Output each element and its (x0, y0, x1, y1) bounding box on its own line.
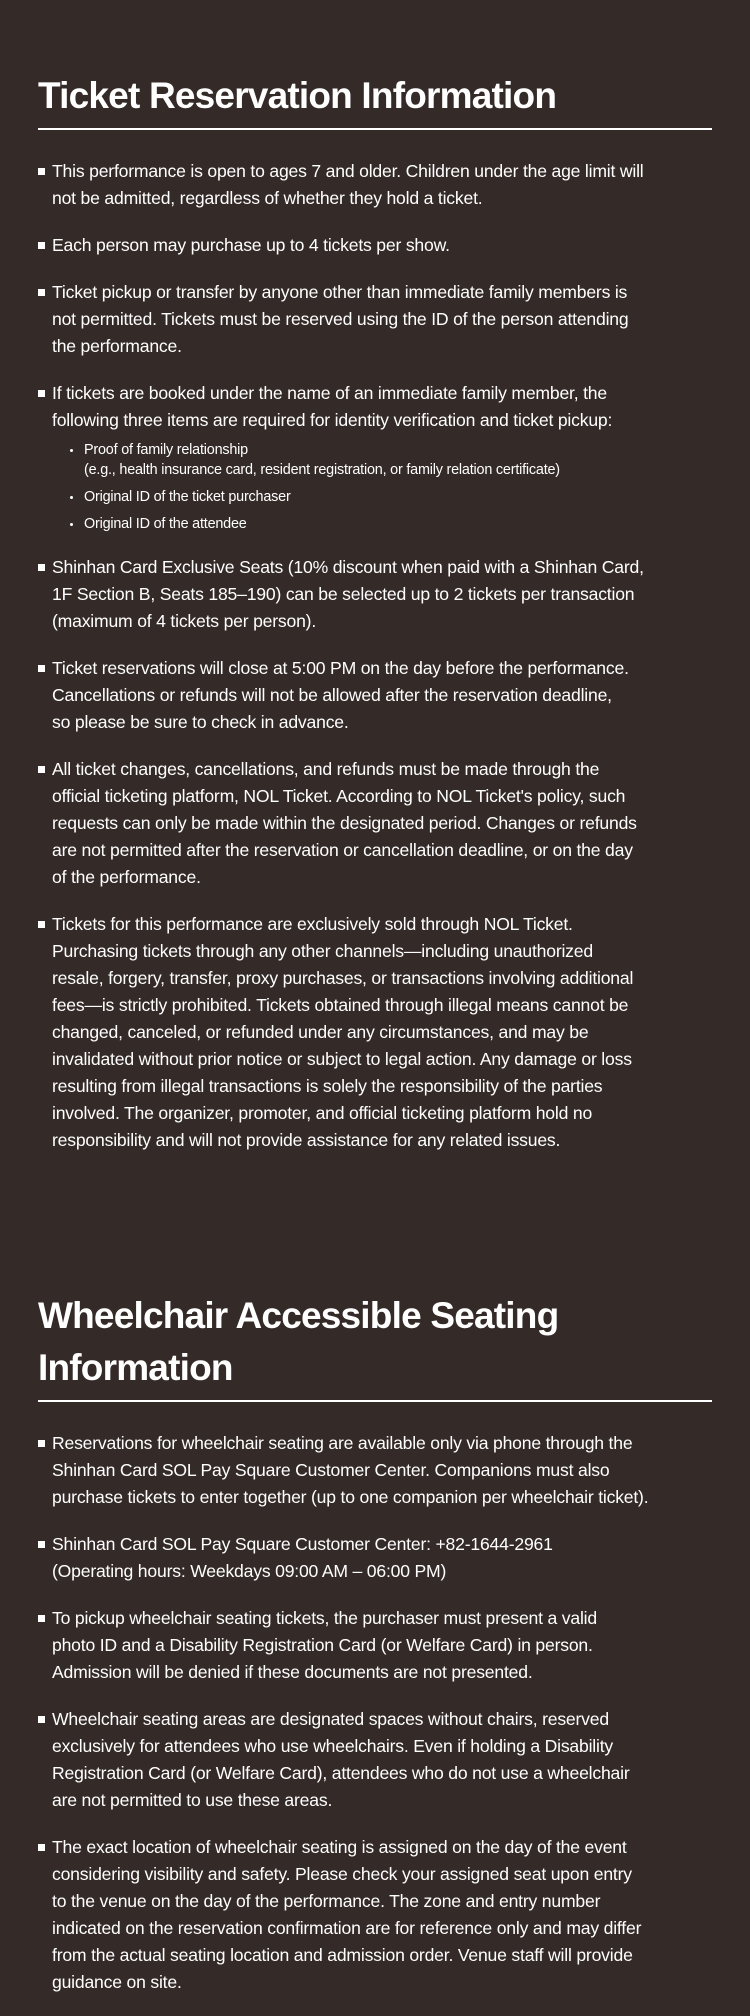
list-item (38, 1605, 712, 1686)
dot-bullet-icon (70, 449, 73, 452)
wheelchair-seating-section (38, 1290, 712, 2016)
list-item-text: Shinhan Card SOL Pay Square Customer Center: +82-1644-2961 (Operating hours: Weekdays 09:00 AM – 06:00 PM) (52, 1534, 553, 1581)
square-bullet-icon (38, 289, 45, 296)
square-bullet-icon (38, 390, 45, 397)
list-item (38, 158, 712, 212)
list-item (38, 1531, 712, 1585)
list-item (38, 279, 712, 360)
ticket-reservation-title: Ticket Reservation Information (38, 70, 712, 130)
square-bullet-icon (38, 921, 45, 928)
sub-list-item: Proof of family relationship (e.g., health insurance card, resident registration, or family relation certificate) (70, 440, 712, 480)
list-item-text: Ticket reservations will close at 5:00 PM on the day before the performance. Cancellations or refunds will not be allowed after the reservation deadline, so please be sure to check in advance. (52, 658, 629, 732)
list-item-text: Shinhan Card Exclusive Seats (10% discount when paid with a Shinhan Card, 1F Section B, Seats 185–190) can be selected up to 2 tickets per transaction (maximum of 4 tickets per person). (52, 557, 644, 631)
list-item-text: To pickup wheelchair seating tickets, the purchaser must present a valid photo ID and a Disability Registration Card (or Welfare Card) in person. Admission will be denied if these documents are not presented. (52, 1608, 597, 1682)
list-item (38, 1706, 712, 1814)
list-item (38, 1834, 712, 1996)
list-item (38, 380, 712, 534)
square-bullet-icon (38, 1716, 45, 1723)
sub-list-item: Original ID of the attendee (70, 514, 712, 534)
list-item-text: Tickets for this performance are exclusively sold through NOL Ticket. Purchasing tickets through any other channels—including unauthorized resale, forgery, transfer, proxy purchases, or transactions involving additional fees—is strictly prohibited. Tickets obtained through illegal means cannot be changed, canceled, or refunded under any circumstances, and may be invalidated without prior notice or subject to legal action. Any damage or loss resulting from illegal transactions is solely the responsibility of the parties involved. The organizer, promoter, and official ticketing platform hold no responsibility and will not provide assistance for any related issues. (52, 914, 634, 1150)
list-item (38, 911, 712, 1154)
square-bullet-icon (38, 665, 45, 672)
ticket-reservation-section (38, 70, 712, 1174)
square-bullet-icon (38, 168, 45, 175)
family-requirements-list (52, 440, 712, 534)
square-bullet-icon (38, 1541, 45, 1548)
list-item-text: Wheelchair seating areas are designated spaces without chairs, reserved exclusively for attendees who use wheelchairs. Even if holding a Disability Registration Card (or Welfare Card), attendees who do not use a wheelchair are not permitted to use these areas. (52, 1709, 630, 1810)
square-bullet-icon (38, 1615, 45, 1622)
list-item (38, 756, 712, 891)
wheelchair-seating-list (38, 1430, 712, 1996)
wheelchair-seating-title: Wheelchair Accessible Seating Information (38, 1290, 712, 1402)
list-item-text: The exact location of wheelchair seating is assigned on the day of the event considering visibility and safety. Please check your assigned seat upon entry to the venue on the day of the performance. The zone and entry number indicated on the reservation confirmation are for reference only and may differ from the actual seating location and admission order. Venue staff will provide guidance on site. (52, 1837, 642, 1992)
square-bullet-icon (38, 766, 45, 773)
dot-bullet-icon (70, 496, 73, 499)
list-item (38, 1430, 712, 1511)
square-bullet-icon (38, 1844, 45, 1851)
list-item-text: Reservations for wheelchair seating are available only via phone through the Shinhan Card SOL Pay Square Customer Center. Companions must also purchase tickets to enter together (up to one companion per wheelchair ticket). (52, 1433, 649, 1507)
list-item-text: This performance is open to ages 7 and older. Children under the age limit will not be admitted, regardless of whether they hold a ticket. (52, 161, 644, 208)
square-bullet-icon (38, 564, 45, 571)
square-bullet-icon (38, 242, 45, 249)
square-bullet-icon (38, 1440, 45, 1447)
list-item-text: If tickets are booked under the name of an immediate family member, the following three items are required for identity verification and ticket pickup: (52, 383, 613, 430)
sub-list-item: Original ID of the ticket purchaser (70, 487, 712, 507)
dot-bullet-icon (70, 523, 73, 526)
list-item (38, 655, 712, 736)
list-item (38, 554, 712, 635)
ticket-reservation-list (38, 158, 712, 1154)
list-item (38, 232, 712, 259)
list-item-text: Ticket pickup or transfer by anyone other than immediate family members is not permitted. Tickets must be reserved using the ID of the person attending the performance. (52, 282, 629, 356)
list-item-text: All ticket changes, cancellations, and refunds must be made through the official ticketing platform, NOL Ticket. According to NOL Ticket's policy, such requests can only be made within the designated period. Changes or refunds are not permitted after the reservation or cancellation deadline, or on the day of the performance. (52, 759, 637, 887)
list-item-text: Each person may purchase up to 4 tickets per show. (52, 235, 450, 255)
